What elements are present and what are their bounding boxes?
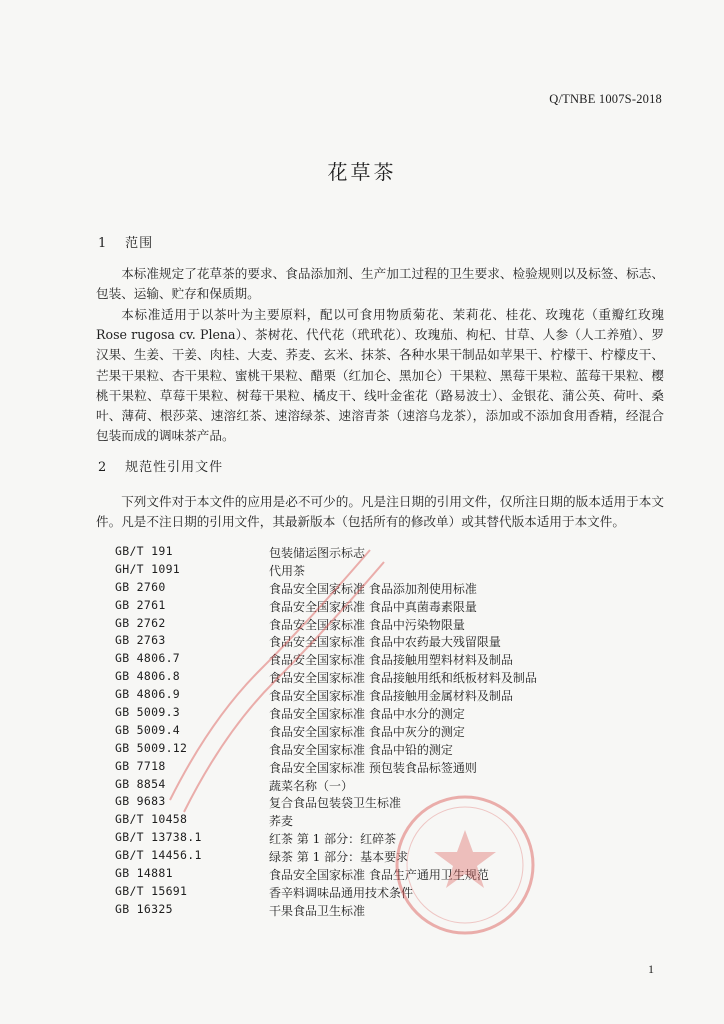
section-heading-normative — [98, 456, 223, 475]
reference-row — [115, 848, 635, 866]
reference-code: GB 2760 — [115, 579, 166, 594]
reference-code: GB 16325 — [115, 901, 173, 916]
reference-code: GB/T 191 — [115, 544, 173, 558]
reference-title: 绿茶 第 1 部分：基本要求 — [269, 850, 409, 865]
reference-title: 蔬菜名称（一） — [269, 778, 354, 793]
reference-row — [115, 830, 635, 848]
reference-row — [115, 651, 635, 669]
document-title: 花草茶 — [327, 160, 397, 184]
reference-code: GB 2761 — [115, 597, 166, 612]
section-number: 1 — [98, 236, 108, 251]
reference-code: GB/T 14456.1 — [115, 848, 202, 863]
reference-title: 食品安全国家标准 食品添加剂使用标准 — [269, 581, 477, 596]
reference-title: 食品安全国家标准 食品生产通用卫生规范 — [269, 868, 489, 883]
reference-row — [115, 812, 635, 830]
section-heading-scope — [98, 232, 153, 251]
reference-code: GB 2762 — [115, 615, 166, 630]
section-title: 规范性引用文件 — [125, 460, 224, 475]
reference-row — [115, 902, 635, 920]
section-number: 2 — [98, 460, 108, 475]
reference-code: GB 4806.9 — [115, 687, 181, 702]
reference-code: GB 5009.12 — [115, 740, 188, 755]
reference-code: GB 9683 — [115, 794, 166, 809]
reference-code: GB/T 13738.1 — [115, 830, 202, 845]
reference-title: 代用茶 — [269, 563, 306, 578]
reference-code: GB/T 10458 — [115, 812, 188, 827]
reference-row — [115, 884, 635, 902]
reference-title: 复合食品包装袋卫生标准 — [269, 796, 402, 811]
reference-title: 食品安全国家标准 食品中污染物限量 — [269, 617, 465, 632]
reference-code: GB 4806.8 — [115, 669, 181, 684]
reference-row — [115, 633, 635, 651]
page-number: 1 — [648, 962, 654, 976]
reference-title: 食品安全国家标准 食品中灰分的测定 — [269, 724, 465, 739]
reference-title: 食品安全国家标准 预包装食品标签通则 — [269, 760, 477, 775]
reference-title: 食品安全国家标准 食品中水分的测定 — [269, 707, 465, 722]
reference-row — [115, 580, 635, 598]
reference-title: 荞麦 — [269, 814, 294, 829]
reference-row — [115, 723, 635, 741]
reference-row — [115, 794, 635, 812]
reference-title: 食品安全国家标准 食品中铅的测定 — [269, 742, 453, 757]
reference-row — [115, 669, 635, 687]
reference-title: 食品安全国家标准 食品中真菌毒素限量 — [269, 599, 477, 614]
reference-code: GB 14881 — [115, 866, 173, 881]
reference-title: 包装储运图示标志 — [269, 546, 366, 560]
reference-title: 食品安全国家标准 食品接触用金属材料及制品 — [269, 689, 513, 704]
reference-title: 食品安全国家标准 食品接触用纸和纸板材料及制品 — [269, 671, 537, 686]
reference-row — [115, 598, 635, 616]
reference-code: GB 2763 — [115, 633, 166, 648]
reference-list — [115, 544, 635, 920]
reference-row — [115, 616, 635, 634]
reference-row — [115, 544, 635, 562]
reference-row — [115, 562, 635, 580]
reference-code: GB 4806.7 — [115, 651, 181, 666]
normative-paragraph: 下列文件对于本文件的应用是必不可少的。凡是注日期的引用文件，仅所注日期的版本适用于本文件。凡是不注日期的引用文件，其最新版本（包括所有的修改单）或其替代版本适用于本文件。 — [96, 494, 664, 530]
reference-row — [115, 777, 635, 795]
reference-code: GB 7718 — [115, 758, 166, 773]
reference-row — [115, 741, 635, 759]
reference-row — [115, 759, 635, 777]
reference-title: 干果食品卫生标准 — [269, 903, 366, 918]
reference-code: GB 8854 — [115, 776, 166, 791]
scope-paragraph-2: 本标准适用于以茶叶为主要原料，配以可食用物质菊花、茉莉花、桂花、玫瑰花（重瓣红玫瑰Rose rugosa cv. Plena）、茶树花、代代花（玳玳花）、玫瑰茄、枸杞、甘草、人参（人工养殖）、罗汉果、生姜、干姜、肉桂、大麦、荞麦、玄米、抹茶、各种水果干制品如苹果干、柠檬干、柠檬皮干、芒果干果粒、杏干果粒、蜜桃干果粒、醋栗（红加仑、黑加仑）干果粒、黑莓干果粒、蓝莓干果粒、樱桃干果粒、草莓干果粒、树莓干果粒、橘皮干、线叶金雀花（路易波士）、金银花、蒲公英、荷叶、桑叶、薄荷、根莎菜、速溶红茶、速溶绿茶、速溶青茶（速溶乌龙茶），添加或不添加食用香精，经混合包装而成的调味茶产品。 — [96, 307, 664, 444]
reference-code: GB 5009.4 — [115, 722, 181, 737]
reference-code: GH/T 1091 — [115, 561, 181, 576]
reference-code: GB 5009.3 — [115, 705, 181, 720]
reference-row — [115, 866, 635, 884]
reference-row — [115, 705, 635, 723]
scope-paragraph-1: 本标准规定了花草茶的要求、食品添加剂、生产加工过程的卫生要求、检验规则以及标签、标志、包装、运输、贮存和保质期。 — [96, 266, 664, 302]
section-title: 范围 — [125, 236, 154, 251]
reference-code: GB/T 15691 — [115, 883, 188, 898]
reference-title: 食品安全国家标准 食品接触用塑料材料及制品 — [269, 653, 513, 668]
reference-row — [115, 687, 635, 705]
standard-code: Q/TNBE 1007S-2018 — [549, 92, 662, 106]
reference-title: 食品安全国家标准 食品中农药最大残留限量 — [269, 635, 501, 650]
reference-title: 红茶 第 1 部分：红碎茶 — [269, 832, 397, 847]
reference-title: 香辛料调味品通用技术条件 — [269, 885, 414, 900]
